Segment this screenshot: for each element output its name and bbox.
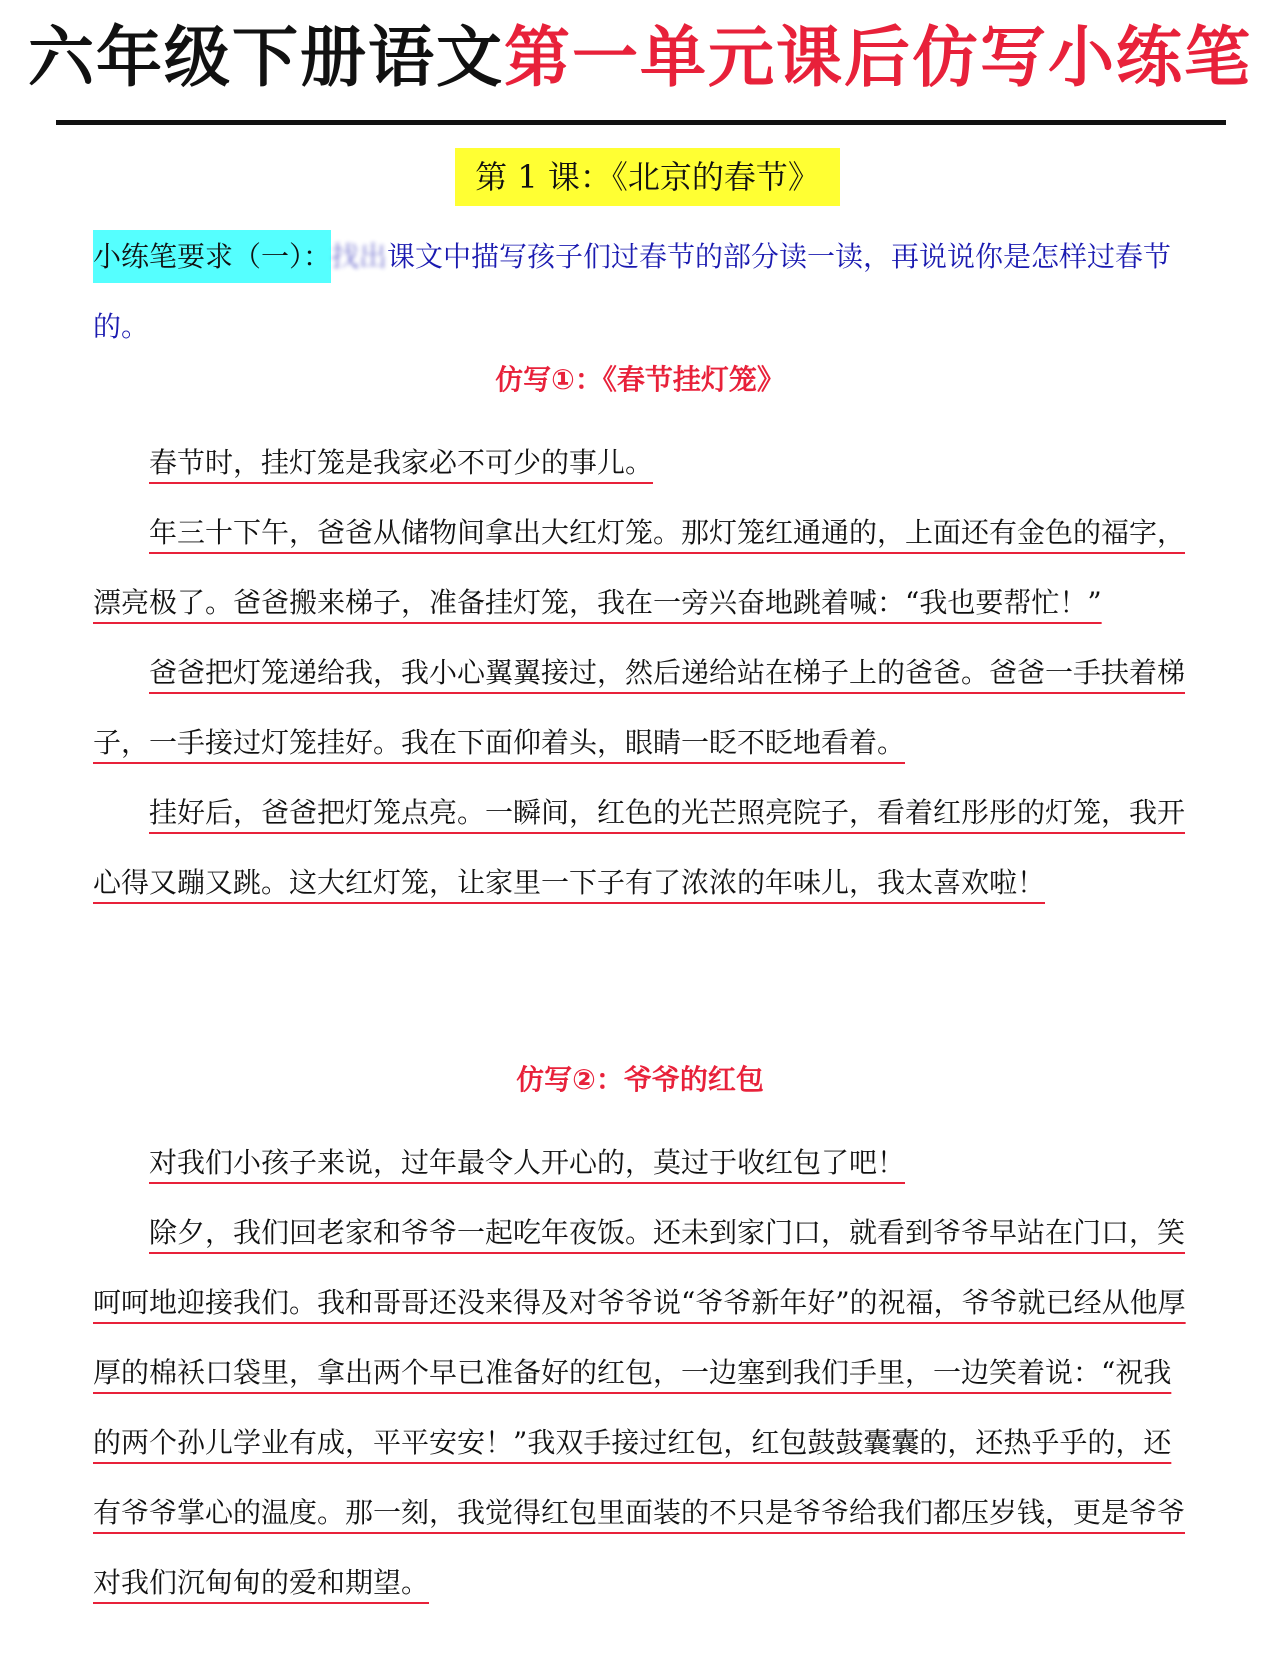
title-divider <box>56 120 1226 125</box>
title-black: 六年级下册语文 <box>28 19 504 96</box>
paragraph <box>93 638 1188 778</box>
requirement <box>93 222 1188 362</box>
paragraph-text: 对我们小孩子来说，过年最令人开心的，莫过于收红包了吧！ <box>149 1146 906 1179</box>
paragraph <box>93 1198 1188 1618</box>
requirement-text: 课文中描写孩子们过春节的部分读一读，再说说你是怎样过春节的。 <box>93 240 1172 343</box>
title-red: 第一单元课后仿写小练笔 <box>504 19 1252 96</box>
paragraph-text: 春节时，挂灯笼是我家必不可少的事儿。 <box>149 446 654 479</box>
paragraph-text: 年三十下午，爸爸从储物间拿出大红灯笼。那灯笼红通通的，上面还有金色的福字，漂亮极了。爸爸搬来梯子，准备挂灯笼，我在一旁兴奋地跳着喊：“我也要帮忙！” <box>93 516 1186 619</box>
paragraph <box>93 428 1188 498</box>
requirement-blurred: 找出 <box>331 240 388 273</box>
lesson-title: 第 1 课：《北京的春节》 <box>455 148 840 206</box>
paragraph <box>93 778 1188 918</box>
paragraph-text: 挂好后，爸爸把灯笼点亮。一瞬间，红色的光芒照亮院子，看着红彤彤的灯笼，我开心得又蹦又跳。这大红灯笼，让家里一下子有了浓浓的年味儿，我太喜欢啦！ <box>93 796 1186 899</box>
paragraph-text: 爸爸把灯笼递给我，我小心翼翼接过，然后递给站在梯子上的爸爸。爸爸一手扶着梯子，一手接过灯笼挂好。我在下面仰着头，眼睛一眨不眨地看着。 <box>93 656 1186 759</box>
page-title <box>0 18 1280 98</box>
requirement-label: 小练笔要求（一）： <box>93 230 331 283</box>
section-heading-1: 仿写①：《春节挂灯笼》 <box>495 363 785 396</box>
paragraph <box>93 498 1188 638</box>
paragraph-text: 除夕，我们回老家和爷爷一起吃年夜饭。还未到家门口，就看到爷爷早站在门口，笑呵呵地迎接我们。我和哥哥还没来得及对爷爷说“爷爷新年好”的祝福，爷爷就已经从他厚厚的棉袄口袋里，拿出两个早已准备好的红包，一边塞到我们手里，一边笑着说：“祝我的两个孙儿学业有成，平平安安！”我双手接过红包，红包鼓鼓囊囊的，还热乎乎的，还有爷爷掌心的温度。那一刻，我觉得红包里面装的不只是爷爷给我们都压岁钱，更是爷爷对我们沉甸甸的爱和期望。 <box>93 1216 1186 1599</box>
section-body-1 <box>93 428 1188 918</box>
paragraph <box>93 1128 1188 1198</box>
section-body-2 <box>93 1128 1188 1618</box>
section-heading-2: 仿写②：爷爷的红包 <box>516 1063 764 1096</box>
